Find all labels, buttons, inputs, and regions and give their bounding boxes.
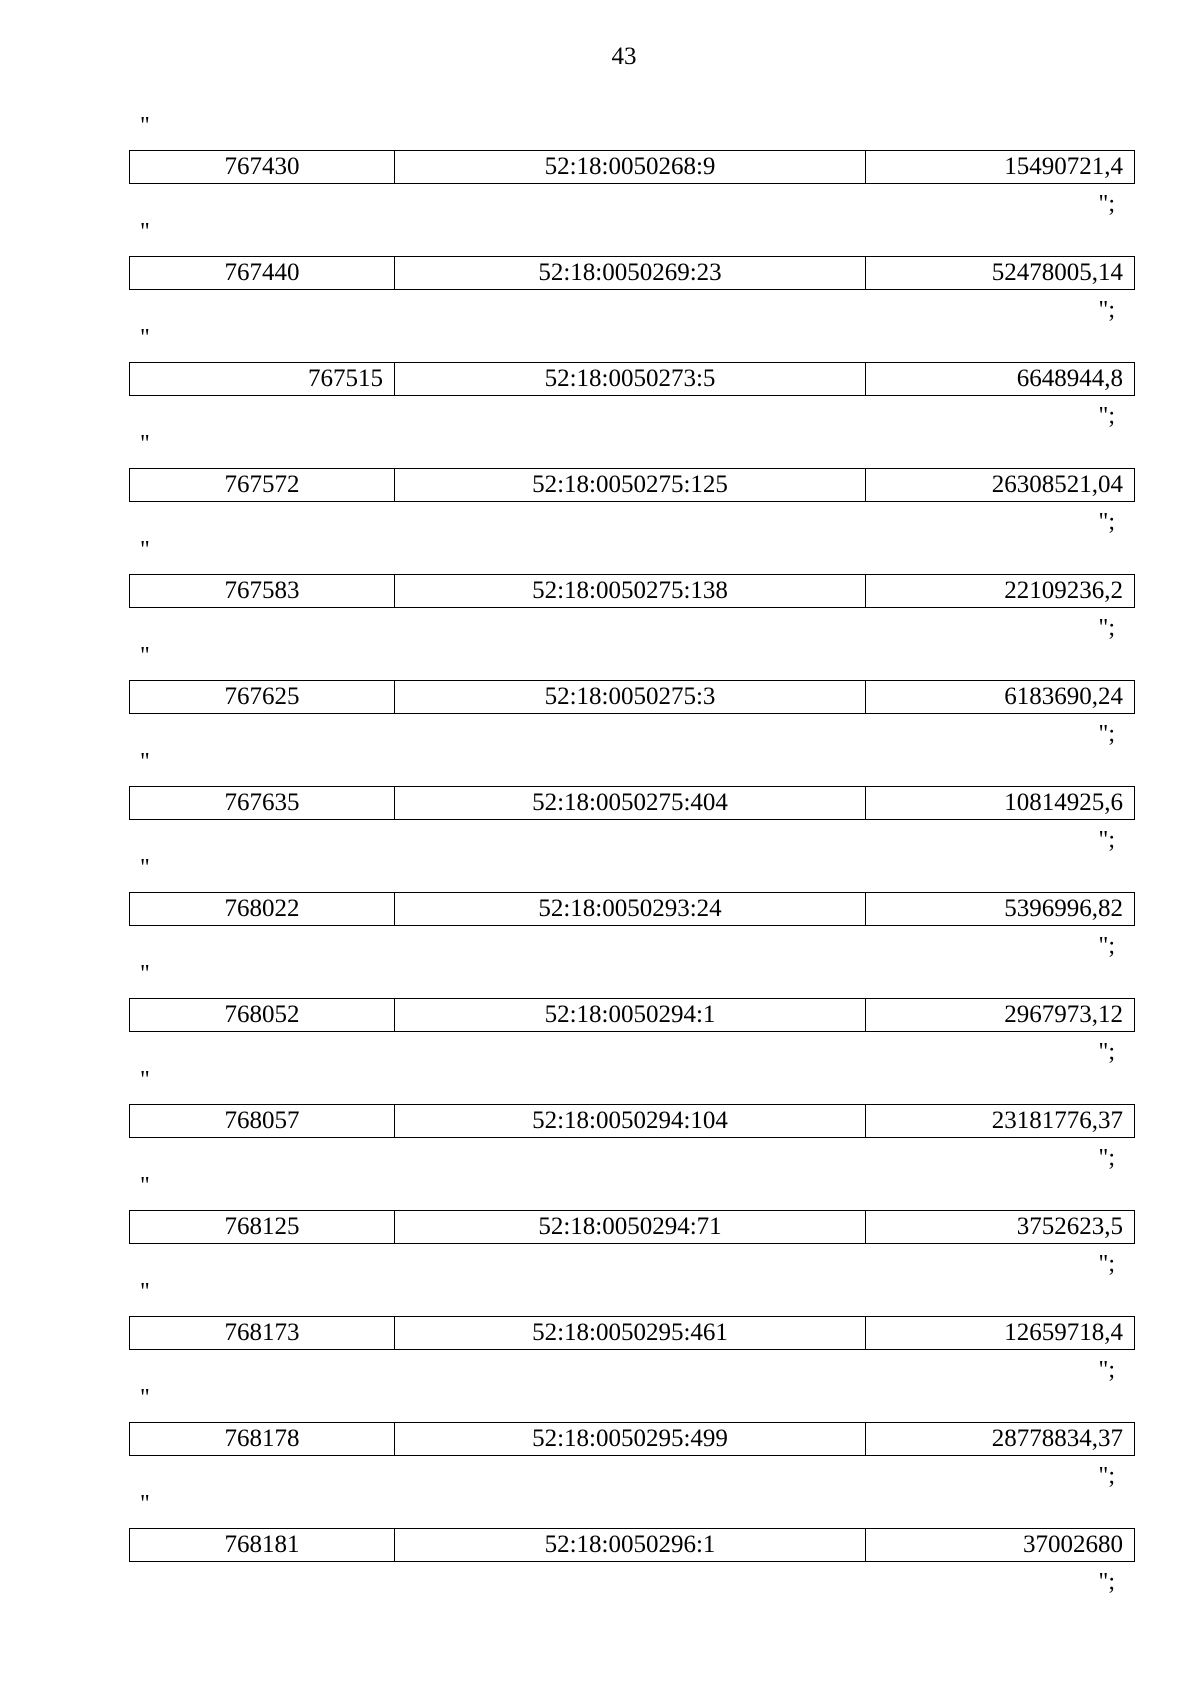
value-cell: 6183690,24: [1004, 683, 1123, 710]
table-row: [129, 998, 1135, 1032]
opening-quote: ": [140, 1173, 150, 1199]
value-cell: 5396996,82: [1004, 895, 1123, 922]
opening-quote: ": [140, 1279, 150, 1305]
table-entry: [0, 114, 1200, 220]
code-cell: 768022: [130, 893, 395, 925]
opening-quote: ": [140, 1491, 150, 1517]
opening-quote: ": [140, 537, 150, 563]
value-cell: 6648944,8: [1016, 365, 1123, 392]
table-entry: [0, 856, 1200, 962]
value-cell: 28778834,37: [991, 1425, 1123, 1452]
cadastral-number-cell: 52:18:0050293:24: [395, 893, 866, 925]
closing-quote: ";: [1098, 1569, 1115, 1595]
opening-quote: ": [140, 113, 150, 139]
opening-quote: ": [140, 1385, 150, 1411]
value-cell: 10814925,6: [1004, 789, 1123, 816]
value-cell: 26308521,04: [991, 471, 1123, 498]
closing-quote: ";: [1098, 1463, 1115, 1489]
value-cell: 23181776,37: [991, 1107, 1123, 1134]
table-entry: [0, 644, 1200, 750]
opening-quote: ": [140, 325, 150, 351]
closing-quote: ";: [1098, 1251, 1115, 1277]
table-entry: [0, 962, 1200, 1068]
closing-quote: ";: [1098, 933, 1115, 959]
closing-quote: ";: [1098, 721, 1115, 747]
cadastral-number-cell: 52:18:0050294:104: [395, 1105, 866, 1137]
cadastral-number-cell: 52:18:0050296:1: [395, 1529, 866, 1561]
code-cell: 767430: [130, 151, 395, 183]
cadastral-number-cell: 52:18:0050268:9: [395, 151, 866, 183]
table-entry: [0, 1492, 1200, 1598]
cadastral-number-cell: 52:18:0050275:138: [395, 575, 866, 607]
opening-quote: ": [140, 219, 150, 245]
table-row: [129, 1528, 1135, 1562]
value-cell: 22109236,2: [1004, 577, 1123, 604]
code-cell: 767635: [130, 787, 395, 819]
value-cell: 37002680: [1023, 1531, 1123, 1558]
code-cell: 768178: [130, 1423, 395, 1455]
code-cell: 767440: [130, 257, 395, 289]
table-row: [129, 468, 1135, 502]
closing-quote: ";: [1098, 403, 1115, 429]
table-entry: [0, 538, 1200, 644]
table-entry: [0, 326, 1200, 432]
table-row: [129, 150, 1135, 184]
table-row: [129, 892, 1135, 926]
code-cell: 767583: [130, 575, 395, 607]
opening-quote: ": [140, 855, 150, 881]
value-cell: 2967973,12: [1004, 1001, 1123, 1028]
page-number: 43: [611, 43, 637, 70]
cadastral-number-cell: 52:18:0050294:71: [395, 1211, 866, 1243]
table-row: [129, 680, 1135, 714]
cadastral-number-cell: 52:18:0050295:499: [395, 1423, 866, 1455]
closing-quote: ";: [1098, 1357, 1115, 1383]
table-row: [129, 574, 1135, 608]
closing-quote: ";: [1098, 509, 1115, 535]
cadastral-number-cell: 52:18:0050275:125: [395, 469, 866, 501]
cadastral-number-cell: 52:18:0050273:5: [395, 363, 866, 395]
opening-quote: ": [140, 749, 150, 775]
value-cell: 52478005,14: [991, 259, 1123, 286]
closing-quote: ";: [1098, 191, 1115, 217]
table-entry: [0, 1280, 1200, 1386]
table-row: [129, 1210, 1135, 1244]
opening-quote: ": [140, 961, 150, 987]
closing-quote: ";: [1098, 1145, 1115, 1171]
table-row: [129, 1316, 1135, 1350]
code-cell: 768125: [130, 1211, 395, 1243]
code-cell: 768181: [130, 1529, 395, 1561]
closing-quote: ";: [1098, 827, 1115, 853]
table-entry: [0, 1068, 1200, 1174]
value-cell: 3752623,5: [1016, 1213, 1123, 1240]
table-entry: [0, 432, 1200, 538]
code-cell: 767572: [130, 469, 395, 501]
opening-quote: ": [140, 1067, 150, 1093]
closing-quote: ";: [1098, 297, 1115, 323]
code-cell: 767515: [130, 363, 395, 395]
cadastral-number-cell: 52:18:0050295:461: [395, 1317, 866, 1349]
table-row: [129, 1104, 1135, 1138]
cadastral-number-cell: 52:18:0050294:1: [395, 999, 866, 1031]
closing-quote: ";: [1098, 615, 1115, 641]
table-row: [129, 362, 1135, 396]
code-cell: 768173: [130, 1317, 395, 1349]
cadastral-number-cell: 52:18:0050275:404: [395, 787, 866, 819]
opening-quote: ": [140, 431, 150, 457]
closing-quote: ";: [1098, 1039, 1115, 1065]
value-cell: 12659718,4: [1004, 1319, 1123, 1346]
table-entry: [0, 1386, 1200, 1492]
table-entry: [0, 750, 1200, 856]
code-cell: 768057: [130, 1105, 395, 1137]
cadastral-number-cell: 52:18:0050269:23: [395, 257, 866, 289]
code-cell: 768052: [130, 999, 395, 1031]
value-cell: 15490721,4: [1004, 153, 1123, 180]
table-row: [129, 1422, 1135, 1456]
table-entry: [0, 1174, 1200, 1280]
table-entry: [0, 220, 1200, 326]
table-row: [129, 786, 1135, 820]
table-row: [129, 256, 1135, 290]
opening-quote: ": [140, 643, 150, 669]
cadastral-number-cell: 52:18:0050275:3: [395, 681, 866, 713]
code-cell: 767625: [130, 681, 395, 713]
